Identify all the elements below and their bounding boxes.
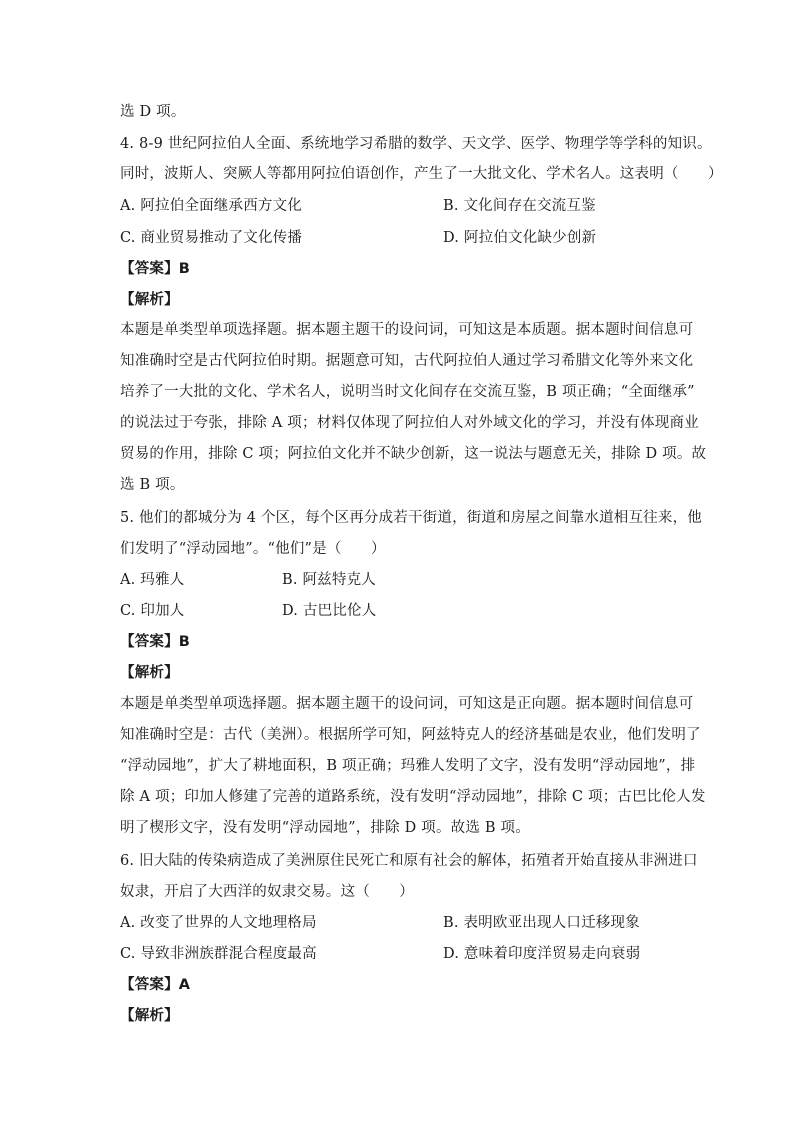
q4-stem-line-2: 同时，波斯人、突厥人等都用阿拉伯语创作，产生了一大批文化、学术名人。这表明（ ） <box>120 166 723 182</box>
q4-analysis-heading: 【解析】 <box>120 292 179 308</box>
q4-stem-line-1: 4. 8-9 世纪阿拉伯人全面、系统地学习希腊的数学、天文学、医学、物理学等学科的知识。 <box>120 136 712 152</box>
q6-answer: 【答案】A <box>120 977 191 993</box>
q4-explanation-line-4: 的说法过于夸张，排除 A 项；材料仅体现了阿拉伯人对外域文化的学习，并没有体现商业 <box>120 415 699 431</box>
q4-explanation-line-2: 知准确时空是古代阿拉伯时期。据题意可知，古代阿拉伯人通过学习希腊文化等外来文化 <box>120 353 694 369</box>
q4-explanation-line-1: 本题是单类型单项选择题。据本题主题干的设问词，可知这是本质题。据本题时间信息可 <box>120 322 694 338</box>
q6-option-a: A. 改变了世界的人文地理格局 <box>120 915 317 931</box>
q6-stem-line-1: 6. 旧大陆的传染病造成了美洲原住民死亡和原有社会的解体，拓殖者开始直接从非洲进口 <box>120 853 698 869</box>
q6-analysis-heading: 【解析】 <box>120 1008 179 1024</box>
q5-option-b: B. 阿兹特克人 <box>282 572 376 588</box>
q6-stem-line-2: 奴隶，开启了大西洋的奴隶交易。这（ ） <box>120 884 414 900</box>
q4-explanation-line-5: 贸易的作用，排除 C 项；阿拉伯文化并不缺少创新，这一说法与题意无关，排除 D 项。故 <box>120 446 707 462</box>
q4-option-c: C. 商业贸易推动了文化传播 <box>120 230 303 246</box>
q5-stem-line-2: 们发明了“浮动园地”。“他们”是（ ） <box>120 541 386 557</box>
q5-explanation-line-4: 除 A 项；印加人修建了完善的道路系统，没有发明“浮动园地”，排除 C 项；古巴比伦人发 <box>120 789 706 805</box>
q5-answer: 【答案】B <box>120 634 191 650</box>
q5-analysis-heading: 【解析】 <box>120 665 179 681</box>
q5-option-a: A. 玛雅人 <box>120 572 185 588</box>
q4-answer: 【答案】B <box>120 261 191 277</box>
q4-option-a: A. 阿拉伯全面继承西方文化 <box>120 198 302 214</box>
q5-explanation-line-3: “浮动园地”，扩大了耕地面积，B 项正确；玛雅人发明了文字，没有发明“浮动园地”，排 <box>120 758 696 774</box>
q6-option-b: B. 表明欧亚出现人口迁移现象 <box>443 915 640 931</box>
q5-explanation-line-2: 知准确时空是：古代（美洲）。根据所学可知，阿兹特克人的经济基础是农业，他们发明了 <box>120 727 701 743</box>
q5-explanation-line-1: 本题是单类型单项选择题。据本题主题干的设问词，可知这是正向题。据本题时间信息可 <box>120 696 694 712</box>
q4-option-d: D. 阿拉伯文化缺少创新 <box>443 230 597 246</box>
q5-option-c: C. 印加人 <box>120 603 185 619</box>
q5-option-d: D. 古巴比伦人 <box>282 603 377 619</box>
q5-explanation-line-5: 明了楔形文字，没有发明“浮动园地”，排除 D 项。故选 B 项。 <box>120 820 530 836</box>
q4-option-b: B. 文化间存在交流互鉴 <box>443 198 596 214</box>
q6-option-c: C. 导致非洲族群混合程度最高 <box>120 946 317 962</box>
q6-option-d: D. 意味着印度洋贸易走向衰弱 <box>443 946 641 962</box>
prev-explanation-end: 选 D 项。 <box>120 104 186 120</box>
q4-explanation-line-3: 培养了一大批的文化、学术名人，说明当时文化间存在交流互鉴，B 项正确；“全面继承” <box>120 384 695 400</box>
q5-stem-line-1: 5. 他们的都城分为 4 个区，每个区再分成若干街道，街道和房屋之间靠水道相互往来，他 <box>120 510 702 526</box>
q4-explanation-line-6: 选 B 项。 <box>120 477 185 493</box>
